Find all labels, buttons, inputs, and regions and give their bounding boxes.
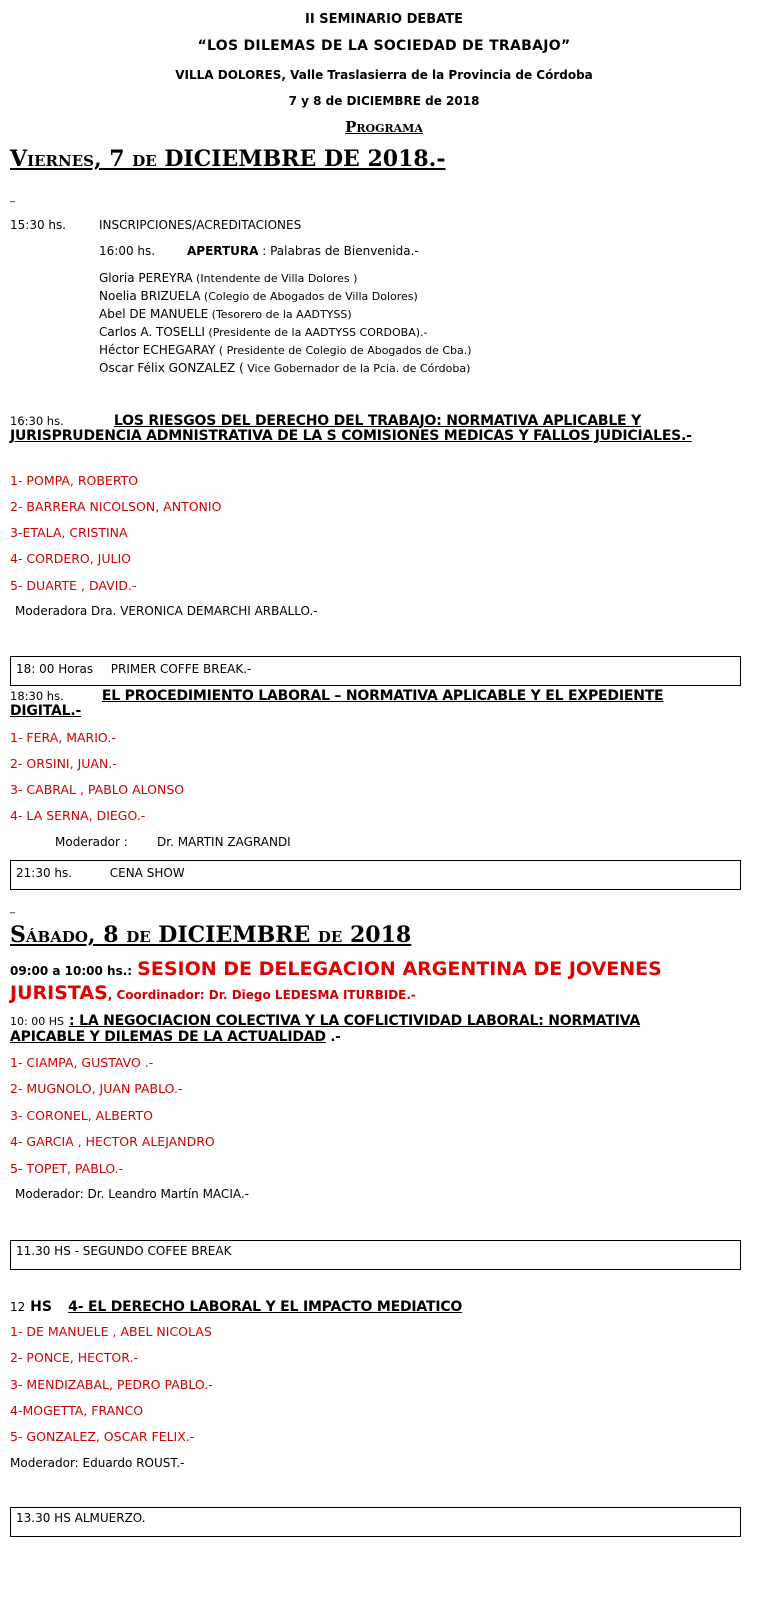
speaker: 1- DE MANUELE , ABEL NICOLAS (10, 1324, 212, 1339)
session3-suffix: .- (325, 1030, 341, 1045)
separator-dash: _ (10, 903, 15, 914)
delegacion-time: 09:00 a 10:00 hs.: (10, 964, 133, 978)
speaker: 4- GARCIA , HECTOR ALEJANDRO (10, 1134, 215, 1149)
apertura-line (187, 244, 419, 258)
apertura-text: : Palabras de Bienvenida.- (258, 244, 419, 258)
seminar-location: VILLA DOLORES, Valle Traslasierra de la Provincia de Córdoba (175, 68, 593, 82)
speaker: 3- MENDIZABAL, PEDRO PABLO.- (10, 1377, 213, 1392)
apertura-time: 16:00 hs. (99, 244, 156, 258)
seminar-subtitle: “LOS DILEMAS DE LA SOCIEDAD DE TRABAJO” (197, 38, 571, 54)
session3-time: 10: 00 HS (10, 1015, 64, 1028)
speaker: 3-ETALA, CRISTINA (10, 525, 128, 540)
session2-moderator: Dr. MARTIN ZAGRANDI (157, 835, 291, 849)
session4-hs: HS (25, 1299, 52, 1315)
welcomer-role: (Tesorero de la AADTYSS) (208, 308, 352, 321)
speaker: 3- CABRAL , PABLO ALONSO (10, 782, 185, 797)
lunch-box (10, 1507, 741, 1537)
welcomer-role: (Presidente de la AADTYSS CORDOBA).- (204, 326, 428, 339)
welcomer (99, 271, 357, 285)
welcomer-name: Abel DE MANUELE (99, 307, 209, 321)
welcomer-role: (Intendente de Villa Dolores ) (192, 272, 358, 285)
welcomer-name: Héctor ECHEGARAY (99, 343, 216, 357)
welcomer-role: ( Presidente de Colegio de Abogados de Cba.) (215, 344, 472, 357)
program-heading: Programa (345, 118, 423, 136)
session1-moderator: Moderadora Dra. VERONICA DEMARCHI ARBALLO.- (15, 604, 318, 618)
inscripciones-time: 15:30 hs. (10, 218, 67, 232)
dinner-time: 21:30 hs. (16, 866, 73, 880)
delegacion-heading (10, 958, 670, 1006)
speaker: 2- ORSINI, JUAN.- (10, 756, 117, 771)
welcomer (99, 325, 428, 339)
break2-box (10, 1240, 741, 1270)
welcomer-name: Gloria PEREYRA (99, 271, 193, 285)
speaker: 1- FERA, MARIO.- (10, 730, 116, 745)
session4-title: 4- EL DERECHO LABORAL Y EL IMPACTO MEDIATICO (68, 1299, 463, 1315)
seminar-dates: 7 y 8 de DICIEMBRE de 2018 (288, 94, 480, 108)
dinner-label: CENA SHOW (109, 866, 185, 880)
break1-box (10, 656, 741, 686)
inscripciones-label: INSCRIPCIONES/ACREDITACIONES (99, 218, 302, 232)
session1-title: LOS RIESGOS DEL DERECHO DEL TRABAJO: NORMATIVA APLICABLE Y JURISPRUDENCIA ADMNISTRATIVA DE LA S COMISIONES MEDICAS Y FALLOS JUDICIALES.- (10, 413, 692, 444)
speaker: 5- DUARTE , DAVID.- (10, 578, 137, 593)
break1-label: PRIMER COFFE BREAK.- (110, 662, 252, 676)
session2-title: EL PROCEDIMIENTO LABORAL – NORMATIVA APLICABLE Y EL EXPEDIENTE DIGITAL.- (10, 688, 664, 719)
session2-moderator-label: Moderador : (55, 835, 128, 849)
delegacion-coordinator: , Coordinador: Dr. Diego LEDESMA ITURBIDE.- (107, 988, 416, 1002)
welcomer-name: Oscar Félix GONZALEZ ( (99, 361, 244, 375)
speaker: 4- CORDERO, JULIO (10, 551, 132, 566)
speaker: 4- LA SERNA, DIEGO.- (10, 808, 146, 823)
break2-label: 11.30 HS - SEGUNDO COFEE BREAK (16, 1244, 232, 1258)
welcomer-role: (Colegio de Abogados de Villa Dolores) (200, 290, 418, 303)
session3-title: : LA NEGOCIACION COLECTIVA Y LA COFLICTIVIDAD LABORAL: NORMATIVA APICABLE Y DILEMAS DE LA ACTUALIDAD (10, 1013, 641, 1045)
welcomer-name: Carlos A. TOSELLI (99, 325, 205, 339)
speaker: 5- GONZALEZ, OSCAR FELIX.- (10, 1429, 195, 1444)
welcomer (99, 289, 418, 303)
session4-heading (10, 1296, 462, 1315)
apertura-label: APERTURA (187, 244, 259, 258)
break1-time: 18: 00 Horas (16, 662, 94, 676)
speaker: 5- TOPET, PABLO.- (10, 1161, 124, 1176)
session4-time: 12 (10, 1300, 26, 1314)
session2-time: 18:30 hs. (10, 689, 64, 703)
speaker: 2- PONCE, HECTOR.- (10, 1350, 138, 1365)
speaker: 1- POMPA, ROBERTO (10, 473, 139, 488)
welcomer (99, 307, 352, 321)
session4-moderator: Moderador: Eduardo ROUST.- (10, 1456, 185, 1470)
session2-heading (10, 688, 710, 718)
day1-title: Viernes, 7 de DICIEMBRE DE 2018.- (10, 146, 446, 172)
session3-moderator: Moderador: Dr. Leandro Martín MACIA.- (15, 1187, 249, 1201)
welcomer (99, 361, 470, 375)
separator-dash: _ (10, 192, 15, 203)
welcomer-role: Vice Gobernador de la Pcia. de Córdoba) (243, 362, 471, 375)
session3-heading (10, 1013, 710, 1045)
session1-heading (10, 413, 745, 443)
seminar-title: II SEMINARIO DEBATE (305, 12, 463, 27)
delegacion-title: SESION DE DELEGACION ARGENTINA DE JOVENES JURISTAS (10, 958, 662, 1004)
welcomer (99, 343, 472, 357)
welcomer-name: Noelia BRIZUELA (99, 289, 201, 303)
lunch-label: 13.30 HS ALMUERZO. (16, 1511, 146, 1525)
speaker: 2- MUGNOLO, JUAN PABLO.- (10, 1081, 183, 1096)
speaker: 1- CIAMPA, GUSTAVO .- (10, 1055, 154, 1070)
dinner-box (10, 860, 741, 890)
session1-time: 16:30 hs. (10, 414, 64, 428)
speaker: 4-MOGETTA, FRANCO (10, 1403, 144, 1418)
day2-title: Sábado, 8 de DICIEMBRE de 2018 (10, 922, 412, 948)
speaker: 3- CORONEL, ALBERTO (10, 1108, 153, 1123)
speaker: 2- BARRERA NICOLSON, ANTONIO (10, 499, 222, 514)
